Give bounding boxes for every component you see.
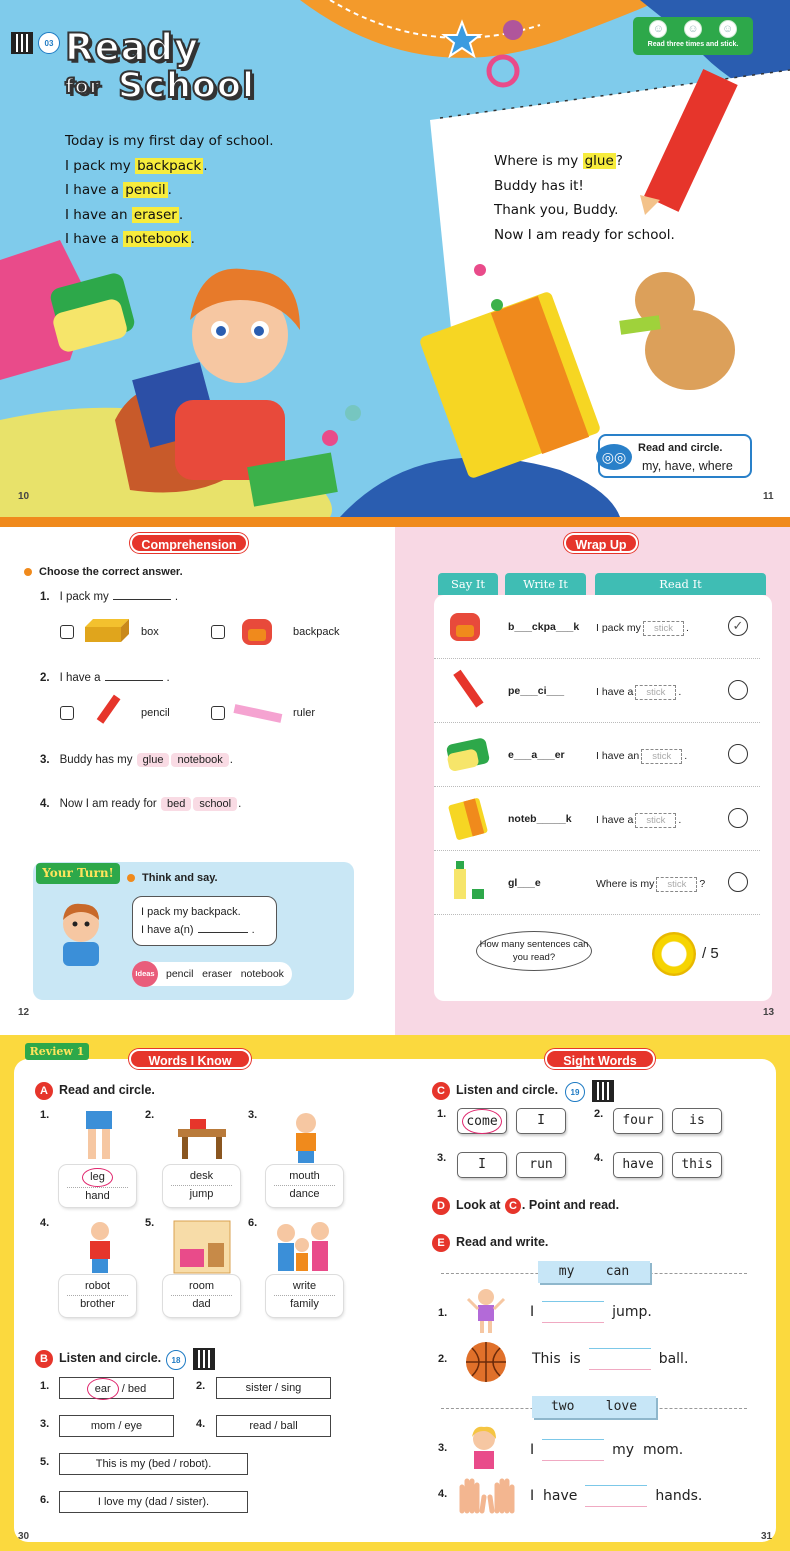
sticker-slot[interactable]: stick xyxy=(635,813,676,828)
read-sentence: Where is my stick ? xyxy=(596,878,706,890)
page-number: 10 xyxy=(18,491,30,502)
speech-bubble: I pack my backpack. I have a(n) . xyxy=(132,896,277,946)
robot-boy-image xyxy=(80,1221,120,1275)
basketball-image xyxy=(464,1340,508,1384)
score-text: / 5 xyxy=(702,945,719,962)
item-number: 3. xyxy=(248,1109,258,1121)
option-pencil: pencil xyxy=(141,707,170,719)
your-turn-box xyxy=(33,862,354,1000)
table-row xyxy=(434,851,760,915)
your-turn-instruction: Think and say. xyxy=(127,872,218,884)
question-bubble: How many sentences can you read? xyxy=(476,931,592,971)
item-number: 6. xyxy=(40,1494,50,1506)
table-row xyxy=(434,659,760,723)
item-number: 1. xyxy=(438,1307,448,1319)
answer-box[interactable]: mom / eye xyxy=(59,1415,174,1437)
glue-image xyxy=(452,861,492,905)
story-spread xyxy=(0,0,790,517)
word-card: write family xyxy=(266,1275,343,1317)
item-number: 5. xyxy=(145,1217,155,1229)
sentence-line: This is ball. xyxy=(532,1348,688,1370)
sight-word-box[interactable]: this xyxy=(672,1152,722,1178)
story-line: Today is my first day of school. xyxy=(65,133,274,149)
item-number: 4. xyxy=(438,1488,448,1500)
check-circle[interactable] xyxy=(728,872,748,892)
sticker-caption: Read three times and stick. xyxy=(647,41,739,48)
box-image xyxy=(85,619,131,643)
read-sentence: I have a stick . xyxy=(596,814,682,826)
check-circle[interactable] xyxy=(728,744,748,764)
notebook-image xyxy=(446,797,490,841)
sticker-slot[interactable]: stick xyxy=(656,877,697,892)
medal-icon xyxy=(652,932,696,976)
story-line: I pack my backpack . xyxy=(65,157,208,174)
smiley-sticker-slot-icon[interactable]: ☺ xyxy=(649,20,667,38)
item-number: 4. xyxy=(40,1217,50,1229)
sentence-line: I my mom. xyxy=(530,1439,683,1461)
section-a-title: A Read and circle. xyxy=(35,1082,155,1100)
room-image xyxy=(172,1219,232,1275)
word-card: robot brother xyxy=(59,1275,136,1317)
write-word: noteb_____k xyxy=(508,813,572,825)
sight-words-title: Sight Words xyxy=(545,1049,655,1069)
write-word: gl___e xyxy=(508,877,541,889)
write-line[interactable] xyxy=(542,1439,604,1461)
sight-word-box[interactable]: run xyxy=(516,1152,566,1178)
header-write-it: Write It xyxy=(505,573,586,595)
wrapup-card xyxy=(434,595,772,1001)
section-letter: B xyxy=(35,1350,53,1368)
answer-box[interactable]: This is my (bed / robot). xyxy=(59,1453,248,1475)
story-line: Buddy has it! xyxy=(494,177,584,194)
sticker-box[interactable] xyxy=(633,17,753,55)
page-number: 11 xyxy=(763,491,774,502)
highlight-word: notebook xyxy=(125,231,189,248)
answer-box: ear / bed xyxy=(59,1377,174,1399)
section-letter: E xyxy=(432,1234,450,1252)
pencil-image xyxy=(448,669,488,713)
highlight-word: glue xyxy=(584,153,614,169)
section-b-title: B Listen and circle. xyxy=(35,1350,161,1368)
review-spread xyxy=(0,1035,790,1551)
story-text-right xyxy=(494,149,675,247)
story-title-line2: School xyxy=(118,66,255,106)
smiley-sticker-slot-icon[interactable]: ☺ xyxy=(684,20,702,38)
answer-box[interactable]: sister / sing xyxy=(216,1377,331,1399)
sight-word-box[interactable]: I xyxy=(457,1152,507,1178)
bullet-icon xyxy=(24,568,32,576)
check-circle[interactable] xyxy=(728,680,748,700)
read-circle-title: Read and circle. xyxy=(638,442,723,454)
sticker-slot[interactable]: stick xyxy=(641,749,682,764)
checkbox-ruler[interactable] xyxy=(211,706,225,720)
qr-code-icon[interactable] xyxy=(592,1080,614,1102)
read-circle-words: my, have, where xyxy=(642,459,733,473)
word-card: mouth dance xyxy=(266,1165,343,1207)
word-card: leg hand xyxy=(59,1165,136,1207)
section-letter: D xyxy=(432,1197,450,1215)
story-line: Where is my glue ? xyxy=(494,153,623,169)
audio-track-icon[interactable]: 18 xyxy=(166,1350,186,1370)
read-sentence: I have a stick . xyxy=(596,686,682,698)
item-number: 2. xyxy=(145,1109,155,1121)
write-line[interactable] xyxy=(589,1348,651,1370)
item-number: 5. xyxy=(40,1456,50,1468)
audio-track-icon[interactable]: 03 xyxy=(38,32,60,54)
item-number: 1. xyxy=(40,1109,50,1121)
question-4: 4. Now I am ready for bed school . xyxy=(40,798,242,810)
circled-word[interactable]: come xyxy=(462,1109,501,1134)
choice-option[interactable]: school xyxy=(193,797,237,811)
write-word: pe___ci___ xyxy=(508,685,565,697)
write-line[interactable] xyxy=(585,1485,647,1507)
your-turn-tab: Your Turn! xyxy=(36,863,120,884)
glasses-icon: ◎◎ xyxy=(596,444,632,470)
answer-box[interactable]: read / ball xyxy=(216,1415,331,1437)
eraser-image xyxy=(444,737,492,773)
question-3: 3. Buddy has my glue notebook . xyxy=(40,754,233,766)
smiley-sticker-slot-icon[interactable]: ☺ xyxy=(719,20,737,38)
check-circle[interactable]: ✓ xyxy=(728,616,748,636)
bullet-icon xyxy=(127,874,135,882)
option-ruler: ruler xyxy=(293,707,316,719)
sight-word-box[interactable]: four xyxy=(613,1108,663,1134)
top-divider-bar xyxy=(0,517,790,527)
check-circle[interactable] xyxy=(728,808,748,828)
dancing-boy-image xyxy=(280,1111,332,1165)
pencil-image xyxy=(90,694,126,730)
section-ref-letter: C xyxy=(505,1198,521,1214)
circled-word[interactable]: ear xyxy=(87,1378,119,1400)
item-number: 4. xyxy=(196,1418,206,1430)
section-letter: C xyxy=(432,1082,450,1100)
page-number: 30 xyxy=(18,1531,30,1542)
audio-track-icon[interactable]: 19 xyxy=(565,1082,585,1102)
read-and-circle-box xyxy=(598,434,752,478)
read-sentence: I have an stick . xyxy=(596,750,688,762)
write-word: b___ckpa___k xyxy=(508,621,580,633)
desk-image xyxy=(176,1115,228,1161)
section-c-title: C Listen and circle. xyxy=(432,1082,558,1100)
wrapup-title: Wrap Up xyxy=(564,533,638,553)
section-d-title: D Look at C . Point and read. xyxy=(432,1197,619,1215)
header-read-it: Read It xyxy=(595,573,766,595)
checkbox-backpack[interactable] xyxy=(211,625,225,639)
answer-box[interactable]: I love my (dad / sister). xyxy=(59,1491,248,1513)
option-box: box xyxy=(141,626,159,638)
item-number: 6. xyxy=(248,1217,258,1229)
table-row xyxy=(434,595,760,659)
ideas-badge: Ideas xyxy=(132,961,158,987)
story-text-left xyxy=(65,129,274,252)
word-bank: two love xyxy=(532,1396,656,1418)
item-number: 1. xyxy=(437,1108,447,1120)
word-card: room dad xyxy=(163,1275,240,1317)
sticker-slot[interactable]: stick xyxy=(643,621,684,636)
checkbox-pencil[interactable] xyxy=(60,706,74,720)
highlight-word: eraser xyxy=(133,206,177,223)
review-tab: Review 1 xyxy=(25,1043,89,1060)
story-line: I have a notebook . xyxy=(65,231,195,248)
instruction: Choose the correct answer. xyxy=(24,566,183,578)
qr-code-icon[interactable] xyxy=(11,32,33,54)
story-title-for: for xyxy=(65,74,101,98)
write-line[interactable] xyxy=(542,1301,604,1323)
item-number: 2. xyxy=(196,1380,206,1392)
item-number: 3. xyxy=(40,1418,50,1430)
choice-option[interactable]: glue xyxy=(137,753,170,767)
page-number: 12 xyxy=(18,1007,30,1018)
item-number: 4. xyxy=(594,1152,604,1164)
story-line: Now I am ready for school. xyxy=(494,226,675,243)
sight-word-box[interactable]: I xyxy=(516,1108,566,1134)
word-card: desk jump xyxy=(163,1165,240,1207)
choice-option[interactable]: bed xyxy=(161,797,191,811)
leg-image xyxy=(76,1111,122,1165)
section-letter: A xyxy=(35,1082,53,1100)
table-row xyxy=(434,723,760,787)
sentence-line: I jump. xyxy=(530,1301,652,1323)
story-line: I have a pencil . xyxy=(65,182,172,199)
section-e-title: E Read and write. xyxy=(432,1234,548,1252)
hands-image xyxy=(458,1475,516,1515)
comprehension-title: Comprehension xyxy=(130,533,248,553)
jumping-girl-image xyxy=(466,1287,506,1335)
checkbox-box[interactable] xyxy=(60,625,74,639)
story-title-line1: Ready xyxy=(65,26,200,69)
option-backpack: backpack xyxy=(293,626,340,638)
family-image xyxy=(272,1219,336,1275)
table-row xyxy=(434,787,760,851)
sticker-slot[interactable]: stick xyxy=(635,685,676,700)
ruler-image xyxy=(232,701,284,725)
page-number: 13 xyxy=(763,1007,775,1018)
item-number: 3. xyxy=(438,1442,448,1454)
highlight-word: backpack xyxy=(137,157,202,174)
word-bank: my can xyxy=(538,1261,650,1283)
qr-code-icon[interactable] xyxy=(193,1348,215,1370)
story-line: Thank you, Buddy. xyxy=(494,202,619,219)
sentence-line: I have hands. xyxy=(530,1485,702,1507)
girl-image xyxy=(466,1425,502,1471)
ideas-box: Ideas pencil eraser notebook xyxy=(132,962,292,986)
item-number: 2. xyxy=(438,1353,448,1365)
boy-avatar-image xyxy=(51,898,111,968)
item-number: 3. xyxy=(437,1152,447,1164)
read-sentence: I pack my stick . xyxy=(596,622,689,634)
words-i-know-title: Words I Know xyxy=(129,1049,251,1069)
sight-word-box xyxy=(457,1108,507,1134)
choice-option[interactable]: notebook xyxy=(171,753,228,767)
backpack-image xyxy=(238,615,278,647)
page-number: 31 xyxy=(761,1531,773,1542)
comprehension-wrapup-spread xyxy=(0,517,790,1035)
circled-word[interactable]: leg xyxy=(82,1168,113,1187)
question-2: 2. I have a . xyxy=(40,672,170,684)
question-1: 1. I pack my . xyxy=(40,591,179,603)
item-number: 2. xyxy=(594,1108,604,1120)
highlight-word: pencil xyxy=(125,182,166,199)
sight-word-box[interactable]: is xyxy=(672,1108,722,1134)
header-say-it: Say It xyxy=(438,573,498,595)
sight-word-box[interactable]: have xyxy=(613,1152,663,1178)
story-line: I have an eraser . xyxy=(65,206,184,223)
write-word: e___a___er xyxy=(508,749,565,761)
backpack-image xyxy=(444,609,488,645)
item-number: 1. xyxy=(40,1380,50,1392)
